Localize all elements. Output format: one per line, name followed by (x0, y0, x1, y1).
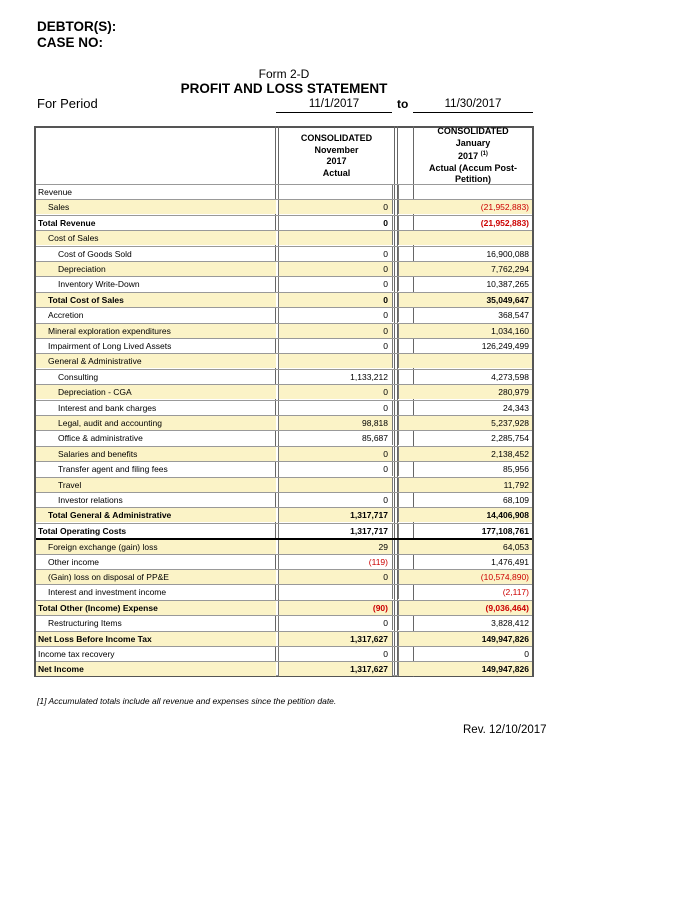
period-start: 11/1/2017 (276, 97, 392, 113)
table-row (36, 215, 532, 230)
cumulative-value: 5,237,928 (398, 416, 532, 430)
november-value: 1,317,717 (278, 508, 393, 522)
november-value: 0 (278, 339, 393, 353)
case-number-label: CASE NO: (37, 35, 104, 50)
november-value (278, 478, 393, 492)
table-row (36, 461, 532, 476)
table-row (36, 369, 532, 384)
row-label: Net Loss Before Income Tax (36, 632, 276, 646)
col-header-line: Actual (Accum Post- (428, 162, 517, 173)
november-value: 0 (278, 616, 393, 630)
col-header-line: Actual (322, 167, 351, 178)
cumulative-value: 2,138,452 (398, 447, 532, 461)
november-value: (90) (278, 601, 393, 615)
row-label: Total Cost of Sales (36, 293, 276, 307)
debtor-label: DEBTOR(S): (37, 19, 117, 34)
cumulative-value: 14,406,908 (398, 508, 532, 522)
table-row (36, 584, 532, 599)
row-label: General & Administrative (36, 354, 276, 368)
row-label: Interest and investment income (48, 587, 167, 598)
cumulative-value: 149,947,826 (398, 632, 532, 646)
table-row (36, 261, 532, 276)
row-label: Accretion (48, 310, 84, 321)
row-label: Cost of Goods Sold (58, 248, 132, 259)
november-value: 0 (278, 447, 393, 461)
table-row (36, 661, 532, 676)
table-row (36, 323, 532, 338)
table-row (36, 199, 532, 214)
cumulative-value: (2,117) (398, 585, 532, 599)
page-title: PROFIT AND LOSS STATEMENT (180, 81, 388, 96)
row-label: Other income (48, 556, 100, 567)
november-value: 0 (278, 200, 393, 214)
cumulative-value (398, 231, 532, 245)
row-label: Investor relations (58, 495, 123, 505)
cumulative-value: 68,109 (398, 493, 532, 507)
period-label: For Period (37, 96, 98, 111)
november-value: 0 (278, 401, 393, 415)
period-end: 11/30/2017 (413, 97, 533, 113)
cumulative-value: (21,952,883) (398, 200, 532, 214)
cumulative-value: 1,476,491 (398, 555, 532, 569)
row-label: Inventory Write-Down (58, 279, 140, 290)
november-value: 1,317,717 (278, 524, 393, 538)
table-row (36, 430, 532, 445)
row-label: Total Other (Income) Expense (36, 601, 276, 615)
form-id: Form 2-D (258, 67, 310, 81)
table-row (36, 477, 532, 492)
row-label: Depreciation (36, 262, 276, 276)
cumulative-value: 280,979 (398, 385, 532, 399)
november-value (278, 354, 393, 368)
cumulative-value: 2,285,754 (398, 431, 532, 445)
table-row (36, 353, 532, 368)
november-value: 29 (278, 540, 393, 554)
table-row (36, 292, 532, 307)
november-value: 0 (278, 262, 393, 276)
cumulative-value (398, 354, 532, 368)
november-value: 0 (278, 293, 393, 307)
table-row (36, 446, 532, 461)
row-label: Depreciation - CGA (36, 385, 276, 399)
table-row (36, 600, 532, 615)
table-row (36, 646, 532, 661)
november-value: 1,317,627 (278, 632, 393, 646)
table-row (36, 230, 532, 245)
november-value: 98,818 (278, 416, 393, 430)
november-value: 1,133,212 (278, 370, 393, 384)
november-value: 0 (278, 493, 393, 507)
november-value (278, 585, 393, 599)
row-label: Total Operating Costs (38, 525, 127, 536)
cumulative-value (398, 185, 532, 199)
column-header-november (279, 133, 394, 179)
table-row (36, 554, 532, 569)
row-label: Revenue (38, 187, 73, 197)
table-row (36, 523, 532, 538)
november-value (278, 185, 393, 199)
cumulative-value: 126,249,499 (398, 339, 532, 353)
table-row (36, 569, 532, 584)
november-value: 0 (278, 570, 393, 584)
november-value: 0 (278, 308, 393, 322)
row-label: (Gain) loss on disposal of PP&E (36, 570, 276, 584)
table-row (36, 184, 532, 199)
cumulative-value: 4,273,598 (398, 370, 532, 384)
cumulative-value: (10,574,890) (398, 570, 532, 584)
table-row (36, 415, 532, 430)
row-label: Travel (36, 478, 276, 492)
cumulative-value: 24,343 (398, 401, 532, 415)
col-header-line: 2017 $^{(1)}$ (458, 151, 488, 161)
row-label: Transfer agent and filing fees (58, 464, 168, 475)
col-header-line: 2017 (326, 156, 347, 166)
cumulative-value: 149,947,826 (398, 662, 532, 676)
column-header-cumulative (414, 126, 532, 186)
table-row (36, 338, 532, 353)
row-label: Total General & Administrative (36, 508, 276, 522)
table-row (36, 400, 532, 415)
november-value: 0 (278, 277, 393, 291)
row-label: Impairment of Long Lived Assets (48, 341, 172, 351)
table-row (36, 631, 532, 646)
cumulative-value: 16,900,088 (398, 247, 532, 261)
footnote-marker: (1) (480, 151, 488, 157)
cumulative-value: (21,952,883) (398, 216, 532, 230)
col-header-line: Petition) (455, 174, 491, 184)
november-value: 0 (278, 385, 393, 399)
row-label: Restructuring Items (48, 618, 122, 629)
november-value: 0 (278, 216, 393, 230)
cumulative-value: 10,387,265 (398, 277, 532, 291)
row-label: Interest and bank charges (58, 402, 157, 413)
november-value: 0 (278, 324, 393, 338)
row-label: Foreign exchange (gain) loss (36, 540, 276, 554)
table-row (36, 615, 532, 630)
table-row (36, 246, 532, 261)
row-label: Salaries and benefits (36, 447, 276, 461)
november-value: 0 (278, 462, 393, 476)
row-label: Total Revenue (38, 217, 96, 228)
table-row (36, 538, 532, 553)
table-row (36, 492, 532, 507)
row-label: Cost of Sales (36, 231, 276, 245)
footnote: [1] Accumulated totals include all revenue and expenses since the petition date. (37, 696, 337, 706)
cumulative-value: 11,792 (398, 478, 532, 492)
table-row (36, 384, 532, 399)
row-label: Income tax recovery (38, 649, 115, 659)
row-label: Mineral exploration expenditures (36, 324, 276, 338)
cumulative-value: (9,036,464) (398, 601, 532, 615)
row-label: Sales (36, 200, 276, 214)
table-row (36, 276, 532, 291)
col-header-line: January (455, 137, 491, 148)
row-label: Consulting (58, 371, 99, 382)
november-value: 85,687 (278, 431, 393, 445)
cumulative-value: 368,547 (398, 308, 532, 322)
period-to-label: to (397, 97, 409, 111)
row-label: Office & administrative (58, 433, 143, 444)
november-value: 0 (278, 247, 393, 261)
cumulative-value: 85,956 (398, 462, 532, 476)
table-row (36, 507, 532, 522)
cumulative-value: 1,034,160 (398, 324, 532, 338)
col-header-line: CONSOLIDATED (300, 133, 373, 143)
revision-date: Rev. 12/10/2017 (463, 724, 547, 736)
col-header-line: CONSOLIDATED (437, 126, 509, 136)
row-label: Net Income (36, 662, 276, 676)
cumulative-value: 64,053 (398, 540, 532, 554)
table-row (36, 307, 532, 322)
november-value: (119) (278, 555, 393, 569)
cumulative-value: 7,762,294 (398, 262, 532, 276)
november-value: 1,317,627 (278, 662, 393, 676)
cumulative-value: 3,828,412 (398, 616, 532, 630)
cumulative-value: 35,049,647 (398, 293, 532, 307)
november-value: 0 (278, 647, 393, 661)
row-label: Legal, audit and accounting (36, 416, 276, 430)
november-value (278, 231, 393, 245)
col-header-line: November (314, 144, 359, 155)
cumulative-value: 0 (398, 647, 532, 661)
cumulative-value: 177,108,761 (398, 524, 532, 538)
